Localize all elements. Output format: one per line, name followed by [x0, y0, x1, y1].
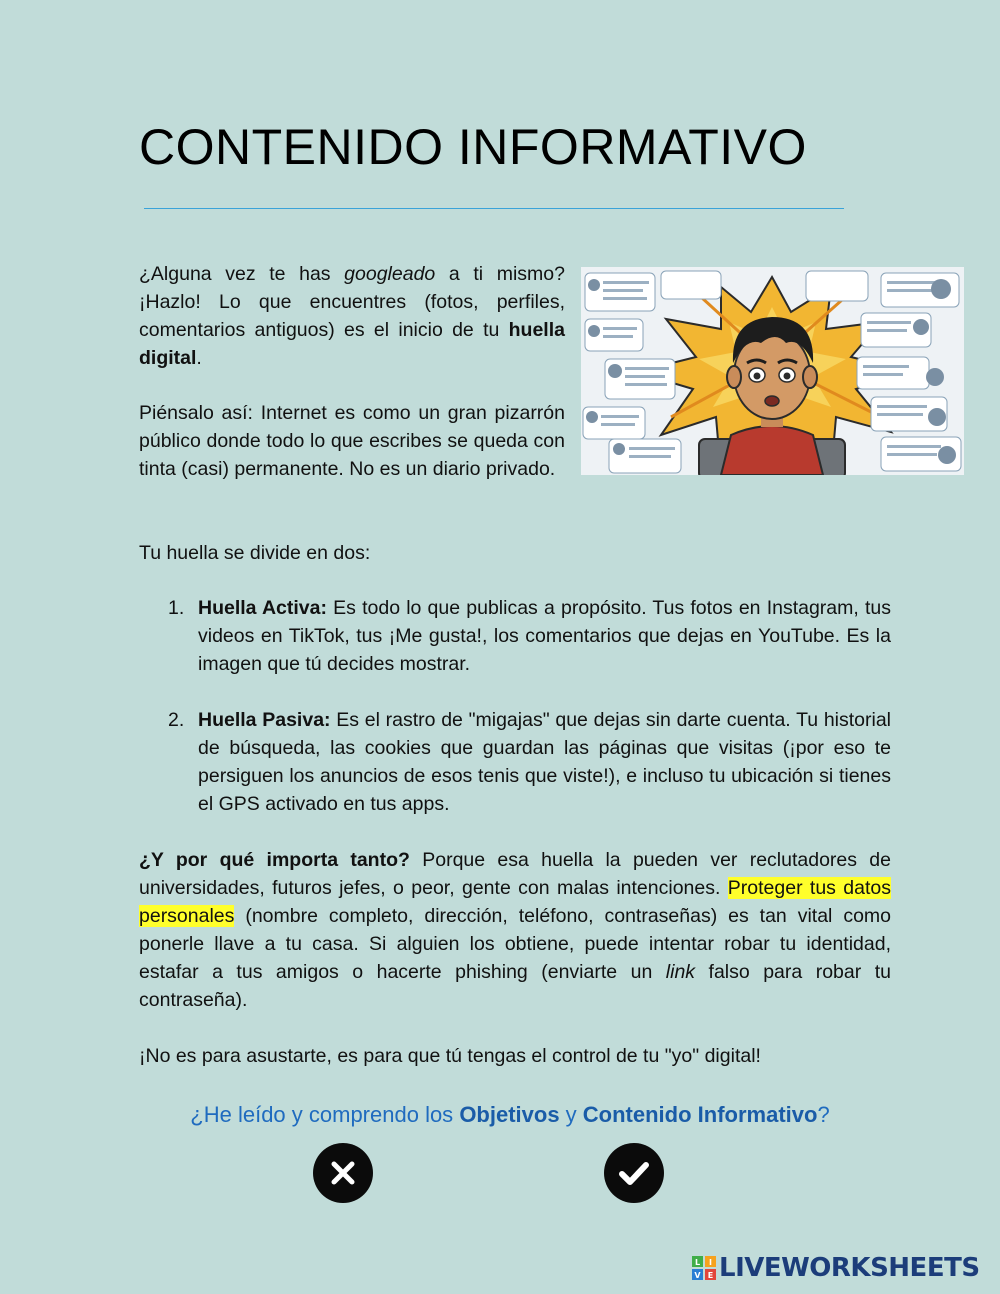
footprint-types-intro: Tu huella se divide en dos: [139, 542, 371, 564]
intro-paragraph [139, 260, 565, 372]
importance-paragraph [139, 846, 891, 1014]
logo-letter: E [707, 1271, 714, 1280]
checkmark-icon [604, 1143, 664, 1203]
italic-link-term: link [665, 961, 696, 983]
answer-yes-button[interactable] [604, 1143, 664, 1203]
list-item-text: Es todo lo que publicas a propósito. Tus fotos en Instagram, tus videos en TikTok, tus ¡Me gusta!, los comentarios que dejas en YouTube. Es la imagen que tú decides mostrar. [198, 597, 891, 675]
list-item-number: 1. [168, 597, 185, 619]
answer-no-button[interactable] [313, 1143, 373, 1203]
importance-question: ¿Y por qué importa tanto? [139, 849, 410, 871]
list-item-term: Huella Pasiva: [198, 709, 331, 731]
logo-letter: L [694, 1258, 701, 1267]
question-bold-content: Contenido Informativo [582, 1102, 818, 1127]
question-text-3: ? [817, 1102, 830, 1127]
importance-text-1: Porque esa huella la pueden ver reclutadores de universidades, futuros jefes, o peor, gente con malas intenciones. [139, 849, 892, 899]
liveworksheets-logo-icon [692, 1256, 716, 1280]
intro-text-1: ¿Alguna vez te has [139, 263, 345, 285]
brand-name: LIVEWORKSHEETS [719, 1253, 980, 1283]
digital-footprint-illustration [581, 267, 964, 475]
intro-italic-term: googleado [344, 263, 436, 285]
intro-bold-term: huella digital [139, 319, 565, 369]
comprehension-question [0, 1102, 1000, 1128]
intro-text-3: . [196, 347, 202, 369]
question-text-1: ¿He leído y comprendo los [190, 1102, 460, 1127]
close-icon [313, 1143, 373, 1203]
liveworksheets-brand [692, 1253, 980, 1283]
question-bold-objectives: Objetivos [459, 1102, 560, 1127]
page-title: CONTENIDO INFORMATIVO [139, 119, 807, 175]
analogy-paragraph: Piénsalo así: Internet es como un gran pizarrón público donde todo lo que escribes se queda con tinta (casi) permanente. No es un diario privado. [139, 402, 565, 480]
closing-paragraph: ¡No es para asustarte, es para que tú tengas el control de tu "yo" digital! [139, 1045, 761, 1067]
intro-text-2: a ti mismo? ¡Hazlo! Lo que encuentres (fotos, perfiles, comentarios antiguos) es el inicio de tu [139, 263, 565, 341]
highlighted-phrase: Proteger tus datos personales [139, 877, 891, 927]
list-item-text: Es el rastro de "migajas" que dejas sin darte cuenta. Tu historial de búsqueda, las cookies que guardan las páginas que visitas (¡por eso te persiguen los anuncios de esos tenis que viste!), e incluso tu ubicación si tienes el GPS activado en tus apps. [198, 709, 892, 815]
logo-letter: I [709, 1258, 712, 1267]
list-item-passive-footprint [139, 706, 891, 818]
question-text-2: y [559, 1102, 583, 1127]
list-item-term: Huella Activa: [198, 597, 327, 619]
footprint-types-list [139, 594, 891, 818]
logo-letter: V [694, 1271, 701, 1280]
title-divider [144, 208, 844, 209]
importance-text-3: falso para robar tu contraseña). [139, 961, 891, 1011]
importance-text-2: (nombre completo, dirección, teléfono, contraseñas) es tan vital como ponerle llave a tu casa. Si alguien los obtiene, puede intentar robar tu identidad, estafar a tus amigos o hacerte phishing (enviarte un [139, 905, 891, 983]
list-item-number: 2. [168, 709, 185, 731]
list-item-active-footprint [139, 594, 891, 678]
